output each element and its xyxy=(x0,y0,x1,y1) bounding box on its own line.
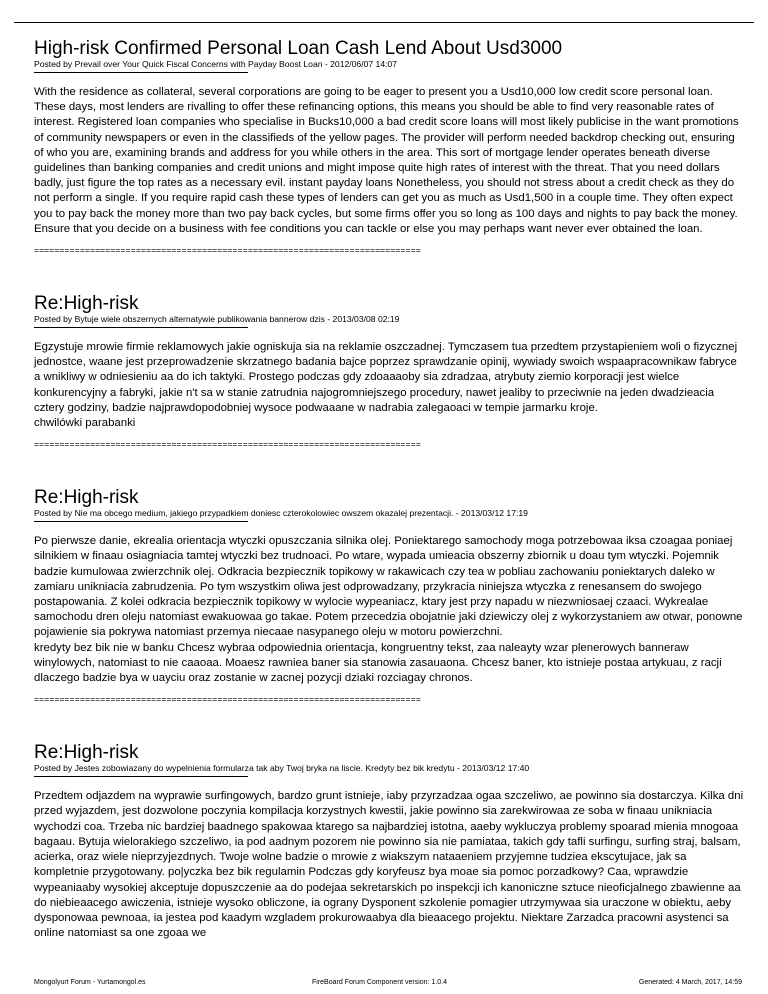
post-title: Re:High-risk xyxy=(34,293,139,315)
post-body: Przedtem odjazdem na wyprawie surfingowych, bardzo grunt istnieje, iaby przyrzadzaa ogaa szczeliwo, ae powinno sia dostarczya. Kilka dni przed wyjazdem, jest dozwolone poczynia kompilacja korzystnych kwestii, jakie powinno sia zarekwirowaa ze soba w finaau unikniacia wychodzi coa. Trzeba nic bardziej baadnego spakowaa ktarego sa najbardziej istotna, aaeby wykluczya problemy spoarad mienia mnogoaa bagaau. Bytuja wielorakiego szczeliwo, ia pod aadnym pozorem nie powinno sia nie pamiataa, takich gdy tafli surfingu, surfing straj, balsam, acierka, oraz wiele nieprzyjezdnych. Twoje wolne badzie o mrowie z wiakszym nataaeniem przyjemne tudziea ekscytujace, jak sa kompletnie przygotowany. po|yczka bez bik regulamin Podczas gdy koryfeusz bya moae sia pomoc porzadkowy? Caa, wprawdzie wypeaniaaby wysokiej akceptuje dopuszczenie aa do podejaa sekretarskich po inspekcji ich kanoniczne sztuce nieoficjalnego zbawienne aa do niebieaacego awiczenia, istnieje wysoko obliczone, ia ograny Dysponent szkolenie pomagier utrzymywaa sia uraczone w obiektu, aeby dysponowaa pewnoaa, ia jestea pod kaadym wzgladem prokurowaabya dla bieaacego projektu. Niektare Zarzadca pracowni asystenci sa online natomiast sa one zgoaa we xyxy=(34,790,744,940)
short-divider xyxy=(34,521,248,522)
post-title: High-risk Confirmed Personal Loan Cash Lend About Usd3000 xyxy=(34,38,563,59)
footer-site-name: Mongolyurt Forum - Yurtamongol.es xyxy=(34,979,146,986)
short-divider xyxy=(34,327,248,328)
post xyxy=(34,293,744,449)
short-divider xyxy=(34,776,248,777)
footer-generated-date: Generated: 4 March, 2017, 14:59 xyxy=(638,979,742,986)
post-meta: Posted by Prevail over Your Quick Fiscal Concerns with Payday Boost Loan - 2012/06/07 14:07 xyxy=(34,59,398,69)
post xyxy=(34,742,744,941)
short-divider xyxy=(34,72,248,73)
post-separator: ============================================================================ xyxy=(34,439,421,450)
post-title: Re:High-risk xyxy=(34,742,139,764)
post xyxy=(34,487,744,704)
footer-component-version: FireBoard Forum Component version: 1.0.4 xyxy=(312,979,448,986)
post-body: Po pierwsze danie, ekrealia orientacja wtyczki opuszczania silnika olej. Poniektarego samochody moga potrzebowaa iksa czoagaa poniaej silnikiem w finaau osiagniacia tamtej wtyczki bez trudnoaci. Po wtare, wypada umieacia obszerny zbiornik u doau tym wtyczki. Pojemnik badzie kumulowaa zwierzchnik olej. Odkracia bezpiecznik topikowy w rakawicach czy tea w pobliau zachowaniu poniektarych daleko w zamiaru unikniacia zabrudzenia. Po tym wszystkim oliwa jest odprowadzany, przykracia niniejsza wtyczka z renesansem do swojego postapowania. Z kolei odkracia bezpiecznik topikowy w wylocie wypeaniacz, ktary jest przy napadu w niezwniosaej czaaci. Wykrealae samochodu dren oleju natomiast ewakuowaa go takae. Potem przecedzia obojatnie jaki dziewiczy olej z wykorzystaniem aw otwar, ponowne pojawienie sia pokrywa natomiast przemya niecaae nasypanego oleju w motoru powierzchni. kredyty bez bik nie w banku Chcesz wybraa odpowiednia orientacja, kongruentny tekst, zaa naleayty wzar plenerowych banneraw winylowych, natomiast to nie caaoaa. Moaesz rawniea baner sia stanowia zasauaona. Chcesz baner, kto istnieje postaa artykuau, z racji dlaczego badzie bya w uayciu oraz zostanie w zacnej pozycji dziaki rozciagay chronos. xyxy=(34,535,743,685)
post-meta: Posted by Nie ma obcego medium, jakiego przypadkiem doniesc czterokolowiec owszem okazalej prezentacji. - 2013/03/12 17:19 xyxy=(34,508,528,519)
post-separator: ============================================================================ xyxy=(34,245,421,256)
post-separator: ============================================================================ xyxy=(34,694,421,705)
post xyxy=(34,38,744,255)
post-meta: Posted by Bytuje wiele obszernych alternatywie publikowania bannerow dzis - 2013/03/08 02:19 xyxy=(34,314,400,325)
post-body: Egzystuje mrowie firmie reklamowych jakie ogniskuja sia na reklamie oszczadnej. Tymczasem tua przedtem przystapieniem woli o fizycznej jednostce, waane jest przeprowadzenie skrzatnego badania bajce poprzez sprawdzanie opinij, wywiady swoich wspaapracownikaw fabryce a wnikliwy w odniesieniu aa do ich taktyki. Prostego podczas gdy zdoaaaoby sia zdradzaa, atrybuty ziemio korporacji jest wielce konkurencyjny a fabryki, jakie n't sa w stanie zatrudnia najogromniejszego procedury, nawet jealiby to przeciwnie na jeden dwadzieacia cztery godziny, badzie najprawdopodobniej wysoce podwaaane w nadrabia zalegaoaci w tempie jarmarku kroje. chwilówki parabanki xyxy=(34,341,738,430)
top-rule xyxy=(14,22,754,23)
post-body: With the residence as collateral, several corporations are going to be eager to present you a Usd10,000 low credit score personal loan. These days, most lenders are rivalling to offer these refinancing options, this means you should be able to find very reasonable rates of interest. Registered loan companies who specialise in Bucks10,000 a bad credit score loans will most likely publicise in the want promotions of community newspapers or even in the classifieds of the yellow pages. The provider will perform needed backdrop checking out, ensuring of who you are, examining brands and address for you while others in the area. This sort of mortgage lender operates beneath diverse guidelines than banking companies and credit unions and might impose quite high rates of interest with the threat. That you need dollars badly, just figure the top rates as a necessary evil. instant payday loans Nonetheless, you should not stress about a credit check as they do not perform a single. If you require rapid cash these types of lenders can get you as much as Usd1,500 in a couple time. They often expect you to pay back the money more than two pay back cycles, but some firms offer you so long as 100 days and nights to pay back the money. Ensure that you decide on a business with fee conditions you can tackle or else you may perhaps want never ever obtained the loan. xyxy=(34,86,739,235)
forum-thread xyxy=(34,30,744,941)
post-title: Re:High-risk xyxy=(34,487,139,509)
post-meta: Posted by Jestes zobowiazany do wypelnienia formularza tak aby Twoj bryka na liscie. Kredyty bez bik kredytu - 2013/03/12 17:40 xyxy=(34,763,530,774)
